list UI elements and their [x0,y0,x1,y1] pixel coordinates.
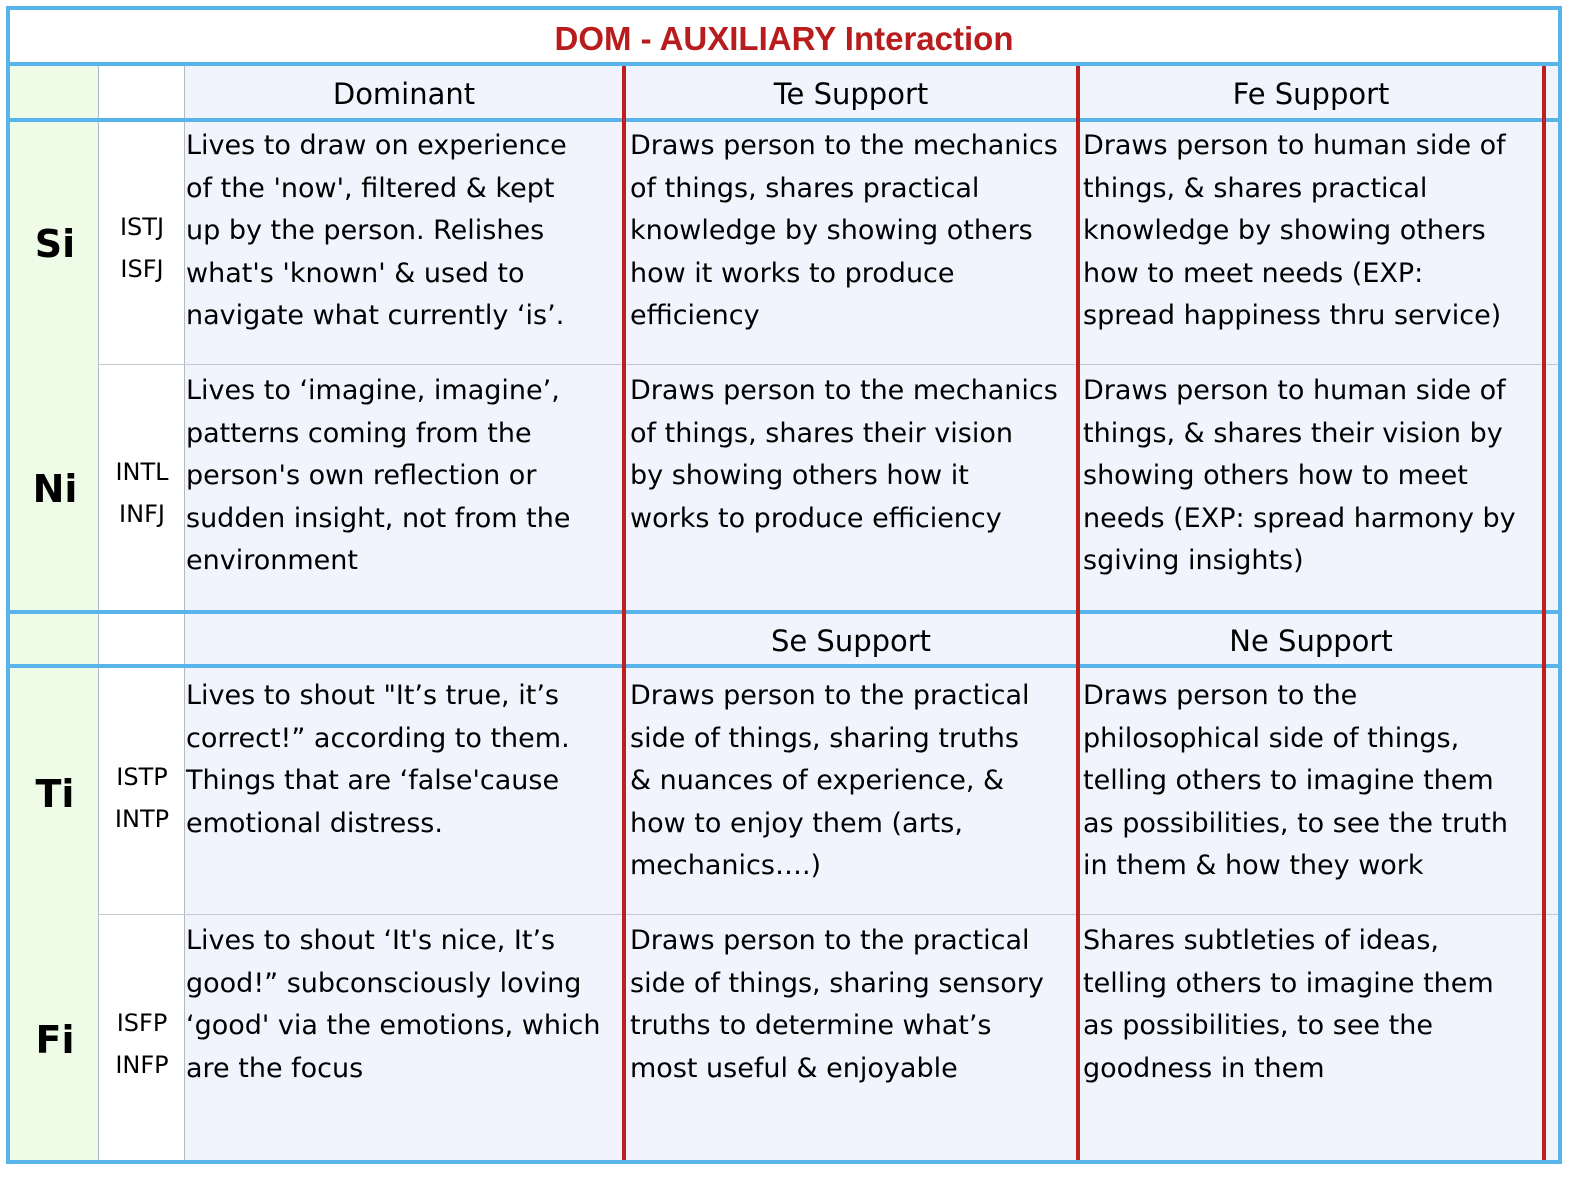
aux-text: Draws person to the philosophical side of things, telling others to imagine them as possibilities, to see the truth in them & how they work [1083,680,1509,881]
divider [1542,66,1546,1160]
type-code: ISFJ [120,255,164,283]
type-codes [100,206,184,290]
type-code: INFJ [119,500,165,528]
dominant-text: Lives to shout "It’s true, it’s correct!” according to them. Things that are ‘false'cause emotional distress. [186,680,570,839]
function-label: Ni [32,467,78,511]
type-code: INFP [115,1051,169,1079]
type-codes [100,1002,184,1086]
header-fe-support: Fe Support [1232,77,1390,111]
table-title: DOM - AUXILIARY Interaction [554,20,1014,57]
divider [98,364,1558,365]
divider [98,914,1558,915]
type-code: INTL [115,458,169,486]
aux-text: Shares subtleties of ideas, telling others to imagine them as possibilities, to see the goodness in them [1083,925,1494,1084]
aux-text: Draws person to the practical side of things, sharing sensory truths to determine what’s most useful & enjoyable [630,925,1044,1084]
divider [622,66,626,1160]
divider [10,610,1558,614]
type-code: INTP [114,805,170,833]
interaction-table [6,6,1562,1164]
function-label: Fi [35,1018,75,1062]
type-code: ISTP [116,763,168,791]
header-se-support: Se Support [770,624,932,658]
header-ne-support: Ne Support [1229,624,1393,658]
aux-text: Draws person to the mechanics of things, shares their vision by showing others how it works to produce efficiency [630,375,1058,534]
aux-text: Draws person to human side of things, & shares their vision by showing others how to meet needs (EXP: spread harmony by sgiving insights) [1083,375,1516,576]
function-label: Si [34,222,76,266]
header-te-support: Te Support [773,77,929,111]
dominant-text: Lives to ‘imagine, imagine’, patterns coming from the person's own reflection or sudden insight, not from the environment [186,375,571,576]
type-codes [100,451,184,535]
type-code: ISFP [116,1009,168,1037]
function-label: Ti [35,772,75,816]
header-dominant: Dominant [332,77,476,111]
aux-text: Draws person to the mechanics of things, shares practical knowledge by showing others how it works to produce efficiency [630,130,1058,331]
aux-text: Draws person to the practical side of things, sharing truths & nuances of experience, & how to enjoy them (arts, mechanics….) [630,680,1030,881]
divider [1076,66,1080,1160]
type-codes [100,756,184,840]
aux-text: Draws person to human side of things, & shares practical knowledge by showing others how to meet needs (EXP: spread happiness thru service) [1083,130,1506,331]
type-code: ISTJ [119,213,165,241]
dominant-text: Lives to draw on experience of the 'now', filtered & kept up by the person. Relishes what's 'known' & used to navigate what currently ‘is’. [186,130,567,331]
dominant-text: Lives to shout ‘It's nice, It’s good!” subconsciously loving ‘good' via the emotions, which are the focus [186,925,601,1084]
